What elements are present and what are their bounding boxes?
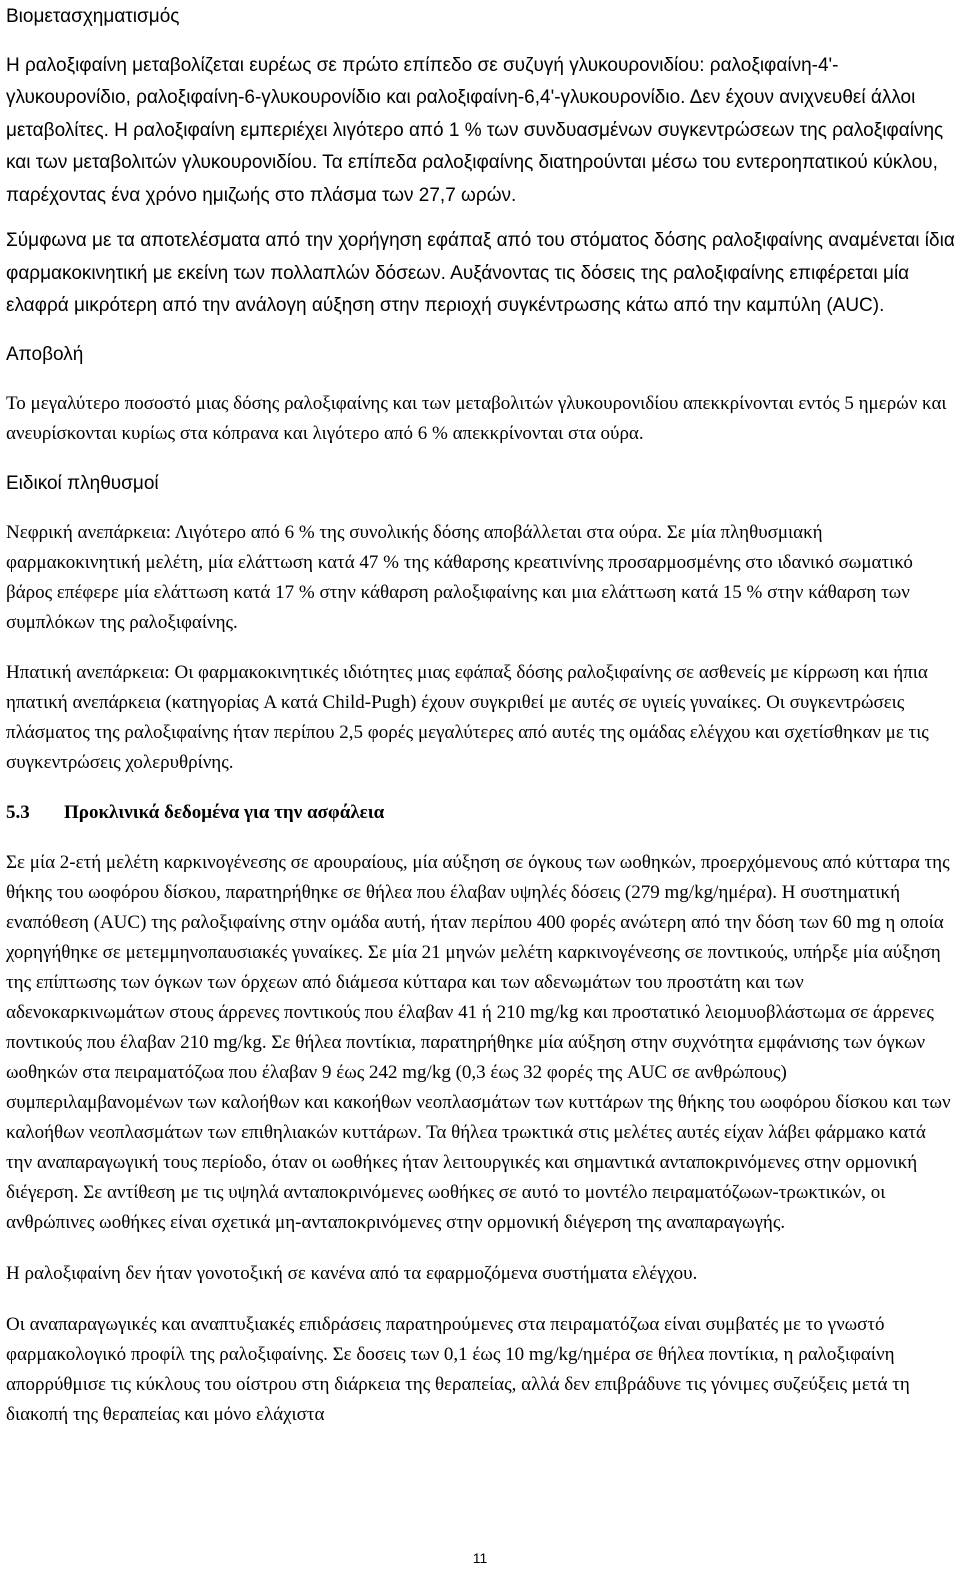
biotransformation-paragraph-2: Σύμφωνα με τα αποτελέσματα από την χορήγηση εφάπαξ από του στόματος δόσης ραλοξιφαίνης αναμένεται ίδια φαρμακοκινητική με εκείνη των πολλαπλών δόσεων. Αυξάνοντας τις δόσεις της ραλοξιφαίνης επιφέρεται μία ελαφρά μικρότερη από την ανάλογη αύξηση στην περιοχή συγκέντρωσης κάτω από την καμπύλη (AUC). [6,230,955,316]
elimination-heading: Αποβολή [6,343,84,365]
biotransformation-heading: Βιομετασχηματισμός [6,6,180,27]
section-title: Προκλινικά δεδομένα για την ασφάλεια [64,801,385,823]
hepatic-impairment-paragraph: Ηπατική ανεπάρκεια: Οι φαρμακοκινητικές ιδιότητες μιας εφάπαξ δόσης ραλοξιφαίνης σε ασθενείς με κίρρωση και ήπια ηπατική ανεπάρκεια (κατηγορίας A κατά Child-Pugh) έχουν συγκριθεί με αυτές σε υγιείς γυναίκες. Οι συγκεντρώσεις πλάσματος της ραλοξιφαίνης ήταν περίπου 2,5 φορές μεγαλύτερες από αυτές της ομάδας ελέγχου και σχετίσθηκαν με τις συγκεντρώσεις χολερυθρίνης. [6,661,929,773]
special-populations-heading: Ειδικοί πληθυσμοί [6,473,159,494]
preclinical-paragraph-3: Οι αναπαραγωγικές και αναπτυξιακές επιδράσεις παρατηρούμενες στα πειραματόζωα είναι συμβατές με το γνωστό φαρμακολογικό προφίλ της ραλοξιφαίνης. Σε δοσεις των 0,1 έως 10 mg/kg/ημέρα σε θήλεα ποντίκια, η ραλοξιφαίνη απορρύθμισε τις κύκλους του οίστρου στη διάρκεια της θεραπείας, αλλά δεν επιβράδυνε τις γόνιμες συζεύξεις μετά τη διακοπή της θεραπείας και μόνο ελάχιστα [6,1313,910,1425]
renal-impairment-paragraph: Νεφρική ανεπάρκεια: Λιγότερο από 6 % της συνολικής δόσης αποβάλλεται στα ούρα. Σε μία πληθυσμιακή φαρμακοκινητική μελέτη, μία ελάττωση κατά 47 % της κάθαρσης κρεατινίνης προσαρμοσμένης στο ιδανικό σωματικό βάρος επέφερε μία ελάττωση κατά 17 % στην κάθαρση ραλοξιφαίνης και μια ελάττωση κατά 15 % στην κάθαρση των συμπλόκων της ραλοξιφαίνης. [6,521,913,633]
preclinical-paragraph-2: Η ραλοξιφαίνη δεν ήταν γονοτοξική σε κανένα από τα εφαρμοζόμενα συστήματα ελέγχου. [6,1262,698,1284]
page-number: 11 [472,1550,488,1566]
section-number: 5.3 [6,801,30,823]
document-page [6,0,956,1430]
elimination-paragraph-1: Το μεγαλύτερο ποσοστό μιας δόσης ραλοξιφαίνης και των μεταβολιτών γλυκουρονιδίου απεκκρίνονται εντός 5 ημερών και ανευρίσκονται κυρίως στα κόπρανα και λιγότερο από 6 % απεκκρίνονται στα ούρα. [6,393,947,444]
section-heading-5-3 [6,798,956,828]
preclinical-paragraph-1: Σε μία 2-ετή μελέτη καρκινογένεσης σε αρουραίους, μία αύξηση σε όγκους των ωοθηκών, προερχόμενους από κύτταρα της θήκης του ωοφόρου δίσκου, παρατηρήθηκε σε θήλεα που έλαβαν υψηλές δόσεις (279 mg/kg/ημέρα). Η συστηματική εναπόθεση (AUC) της ραλοξιφαίνης στην ομάδα αυτή, ήταν περίπου 400 φορές ανώτερη από την δόση των 60 mg η οποία χορηγήθηκε σε μετεμμηνοπαυσιακές γυναίκες. Σε μία 21 μηνών μελέτη καρκινογένεσης σε ποντικούς, υπήρξε μία αύξηση της επίπτωσης των όγκων των όρχεων από διάμεσα κύτταρα και των αδενωμάτων του προστάτη και των αδενοκαρκινωμάτων στους άρρενες ποντικούς που έλαβαν 41 ή 210 mg/kg και προστατικό λειομυοβλάστωμα σε άρρενες ποντικούς που έλαβαν 210 mg/kg. Σε θήλεα ποντίκια, παρατηρήθηκε μία αύξηση στην συχνότητα εμφάνισης των όγκων ωοθηκών στα πειραματόζωα που έλαβαν 9 έως 242 mg/kg (0,3 έως 32 φορές της AUC σε ανθρώπους) συμπεριλαμβανομένων των καλοήθων και κακοήθων νεοπλασμάτων των κυττάρων της θήκης του ωοφόρου δίσκου και των καλοήθων νεοπλασμάτων των επιθηλιακών κυττάρων. Τα θήλεα τρωκτικά στις μελέτες αυτές είχαν λάβει φάρμακο κατά την αναπαραγωγική τους περίοδο, όταν οι ωοθήκες ήταν λειτουργικές και σημαντικά ανταποκρινόμενες στην ορμονική διέγερση. Σε αντίθεση με τις υψηλά ανταποκρινόμενες ωοθήκες σε αυτό το μοντέλο πειραματόζωων-τρωκτικών, οι ανθρώπινες ωοθήκες είναι σχετικά μη-ανταποκρινόμενες στην ορμονική διέγερση της αναπαραγωγής. [6,851,951,1233]
biotransformation-paragraph-1: Η ραλοξιφαίνη μεταβολίζεται ευρέως σε πρώτο επίπεδο σε συζυγή γλυκουρονιδίου: ραλοξιφαίνη-4'-γλυκουρονίδιο, ραλοξιφαίνη-6-γλυκουρονίδιο και ραλοξιφαίνη-6,4'-γλυκουρονίδιο. Δεν έχουν ανιχνευθεί άλλοι μεταβολίτες. Η ραλοξιφαίνη εμπεριέχει λιγότερο από 1 % των συνδυασμένων συγκεντρώσεων της ραλοξιφαίνης και των μεταβολιτών γλυκουρονιδίου. Τα επίπεδα ραλοξιφαίνης διατηρούνται μέσω του εντεροηπατικού κύκλου, παρέχοντας ένα χρόνο ημιζωής στο πλάσμα των 27,7 ωρών. [6,54,944,206]
